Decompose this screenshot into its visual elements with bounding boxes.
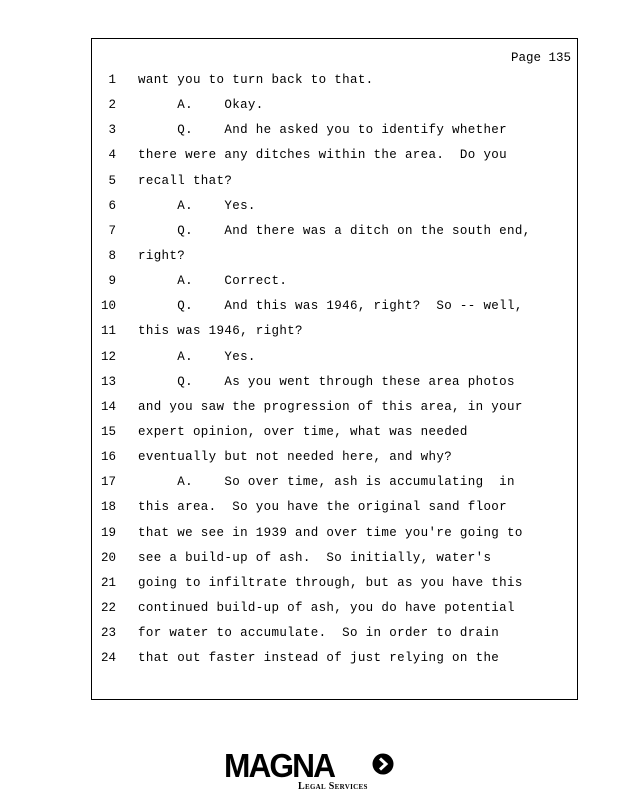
- line-text: going to infiltrate through, but as you have this: [138, 575, 523, 590]
- line-number: 12: [100, 349, 116, 364]
- line-number: 22: [100, 600, 116, 615]
- chevron-right-circle-icon: [372, 753, 394, 775]
- line-text: Q. As you went through these area photos: [138, 374, 515, 389]
- transcript-line: [92, 223, 577, 248]
- line-text: expert opinion, over time, what was needed: [138, 424, 468, 439]
- transcript-line: [92, 525, 577, 550]
- transcript-line: [92, 147, 577, 172]
- line-number: 16: [100, 450, 116, 465]
- line-text: A. So over time, ash is accumulating in: [138, 475, 515, 490]
- transcript-line: [92, 650, 577, 675]
- transcript-line: [92, 399, 577, 424]
- line-number: 15: [100, 424, 116, 439]
- line-text: recall that?: [138, 173, 233, 188]
- line-text: A. Okay.: [138, 98, 264, 113]
- line-number: 21: [100, 575, 116, 590]
- line-number: 24: [100, 651, 116, 666]
- line-text: A. Correct.: [138, 274, 288, 289]
- transcript-line: [92, 198, 577, 223]
- line-number: 11: [100, 324, 116, 339]
- line-number: 23: [100, 626, 116, 641]
- line-text: A. Yes.: [138, 349, 256, 364]
- line-number: 9: [108, 274, 116, 289]
- transcript-line: [92, 298, 577, 323]
- line-number: 10: [100, 299, 116, 314]
- line-number: 20: [100, 550, 116, 565]
- logo-wordmark: MAGNA: [224, 747, 335, 784]
- line-text: continued build-up of ash, you do have potential: [138, 600, 515, 615]
- transcript-lines: [92, 72, 577, 675]
- line-number: 3: [108, 123, 116, 138]
- line-text: this area. So you have the original sand floor: [138, 500, 508, 515]
- line-text: that out faster instead of just relying on the: [138, 651, 500, 666]
- transcript-line: [92, 625, 577, 650]
- line-number: 2: [108, 98, 116, 113]
- transcript-line: [92, 550, 577, 575]
- transcript-line: [92, 374, 577, 399]
- line-text: and you saw the progression of this area, in your: [138, 399, 523, 414]
- transcript-line: [92, 449, 577, 474]
- line-text: A. Yes.: [138, 198, 256, 213]
- line-number: 1: [108, 73, 116, 87]
- transcript-line: [92, 273, 577, 298]
- line-number: 18: [100, 500, 116, 515]
- line-text: Q. And there was a ditch on the south end,: [138, 223, 531, 238]
- line-number: 5: [108, 173, 116, 188]
- line-text: see a build-up of ash. So initially, water's: [138, 550, 492, 565]
- transcript-line: [92, 72, 577, 97]
- line-text: Q. And he asked you to identify whether: [138, 123, 508, 138]
- line-text: that we see in 1939 and over time you're going to: [138, 525, 523, 540]
- transcript-line: [92, 499, 577, 524]
- line-text: for water to accumulate. So in order to drain: [138, 626, 500, 641]
- line-number: 17: [100, 475, 116, 490]
- line-number: 13: [100, 374, 116, 389]
- line-text: eventually but not needed here, and why?: [138, 450, 453, 465]
- logo-subtitle: Legal Services: [298, 781, 368, 792]
- line-number: 4: [108, 148, 116, 163]
- transcript-line: [92, 248, 577, 273]
- transcript-line: [92, 323, 577, 348]
- line-text: there were any ditches within the area. Do you: [138, 148, 508, 163]
- transcript-line: [92, 97, 577, 122]
- line-number: 8: [108, 248, 116, 263]
- line-text: want you to turn back to that.: [138, 73, 374, 87]
- transcript-line: [92, 474, 577, 499]
- transcript-line: [92, 424, 577, 449]
- page-number: Page 135: [510, 51, 571, 65]
- transcript-line: [92, 575, 577, 600]
- line-text: this was 1946, right?: [138, 324, 303, 339]
- line-number: 6: [108, 198, 116, 213]
- transcript-line: [92, 122, 577, 147]
- transcript-line: [92, 600, 577, 625]
- line-text: right?: [138, 248, 186, 263]
- line-number: 19: [100, 525, 116, 540]
- magna-logo: [222, 748, 397, 794]
- line-text: Q. And this was 1946, right? So -- well,: [138, 299, 523, 314]
- transcript-page: [91, 38, 578, 700]
- transcript-line: [92, 349, 577, 374]
- transcript-line: [92, 173, 577, 198]
- line-number: 7: [108, 223, 116, 238]
- line-number: 14: [100, 399, 116, 414]
